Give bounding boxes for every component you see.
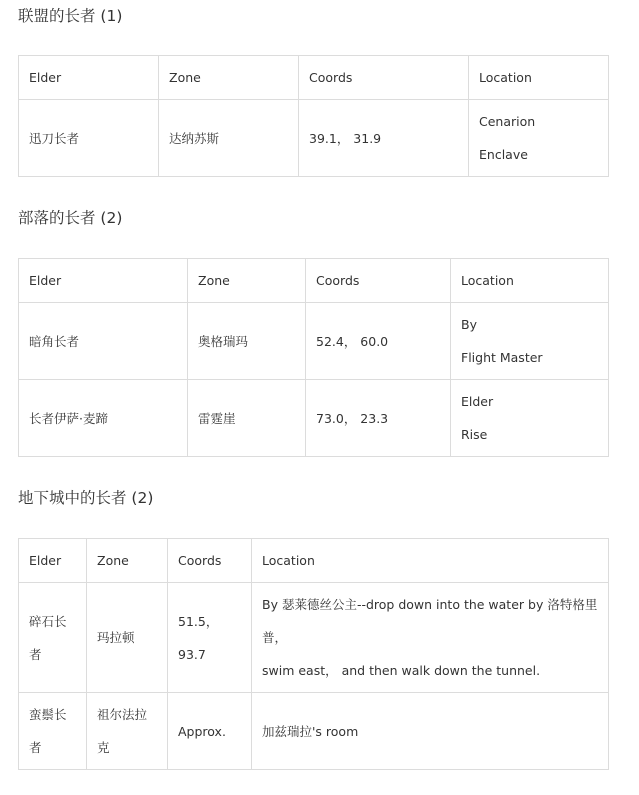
header-zone: Zone: [87, 539, 168, 583]
header-elder: Elder: [19, 539, 87, 583]
elder-name: 迅刀长者: [19, 100, 159, 177]
dungeon-elders-table: [18, 538, 609, 770]
elder-name-line: 者: [29, 740, 42, 755]
elder-name: 长者伊萨·麦蹄: [19, 380, 188, 457]
header-location: Location: [451, 259, 609, 303]
horde-elders-table: [18, 258, 609, 457]
header-coords: Coords: [306, 259, 451, 303]
table-header-row: [19, 56, 609, 100]
location-line: Flight Master: [461, 350, 543, 365]
coords-line: 51.5，: [178, 613, 219, 629]
location-line: Rise: [461, 427, 488, 442]
location-line: By: [461, 317, 477, 332]
location-text: [451, 380, 609, 457]
elder-name: [19, 693, 87, 770]
alliance-elders-table: [18, 55, 609, 177]
elder-name: [19, 583, 87, 693]
zone-name: 雷霆崖: [188, 380, 306, 457]
header-zone: Zone: [159, 56, 299, 100]
coords-line: 93.7: [178, 646, 206, 662]
elder-name-line: 者: [29, 646, 42, 662]
coords-value: [168, 583, 252, 693]
elder-name-line: 碎石长: [29, 613, 67, 629]
header-coords: Coords: [168, 539, 252, 583]
location-text: [469, 100, 609, 177]
location-line: swim east， and then walk down the tunnel.: [262, 663, 541, 678]
header-elder: Elder: [19, 56, 159, 100]
location-line: Enclave: [479, 147, 528, 162]
header-zone: Zone: [188, 259, 306, 303]
table-header-row: [19, 539, 609, 583]
location-text: [451, 303, 609, 380]
zone-name: 玛拉顿: [87, 583, 168, 693]
coords-value: 52.4， 60.0: [306, 303, 451, 380]
location-text: 加兹瑞拉's room: [252, 693, 609, 770]
location-line: Elder: [461, 394, 494, 409]
header-location: Location: [252, 539, 609, 583]
location-line: 普，: [262, 630, 288, 645]
header-location: Location: [469, 56, 609, 100]
header-coords: Coords: [299, 56, 469, 100]
section-title-horde: 部落的长者 (2): [18, 209, 123, 227]
coords-value: Approx.: [168, 693, 252, 770]
table-row: [19, 583, 609, 693]
section-title-dungeon: 地下城中的长者 (2): [18, 489, 154, 507]
zone-name-line: 克: [97, 740, 110, 755]
location-line: Cenarion: [479, 114, 536, 129]
section-title-alliance: 联盟的长者 (1): [18, 7, 123, 25]
zone-name-line: 祖尔法拉: [97, 707, 148, 722]
zone-name: [87, 693, 168, 770]
zone-name: 达纳苏斯: [159, 100, 299, 177]
location-text: [252, 583, 609, 693]
table-row: [19, 693, 609, 770]
table-row: [19, 380, 609, 457]
table-row: [19, 100, 609, 177]
coords-value: 73.0， 23.3: [306, 380, 451, 457]
zone-name: 奥格瑞玛: [188, 303, 306, 380]
table-header-row: [19, 259, 609, 303]
elder-name: 暗角长者: [19, 303, 188, 380]
coords-value: 39.1， 31.9: [299, 100, 469, 177]
table-row: [19, 303, 609, 380]
location-line: By 瑟莱德丝公主--drop down into the water by 洛特格里: [262, 597, 598, 612]
elder-name-line: 蛮鬃长: [29, 707, 67, 722]
header-elder: Elder: [19, 259, 188, 303]
